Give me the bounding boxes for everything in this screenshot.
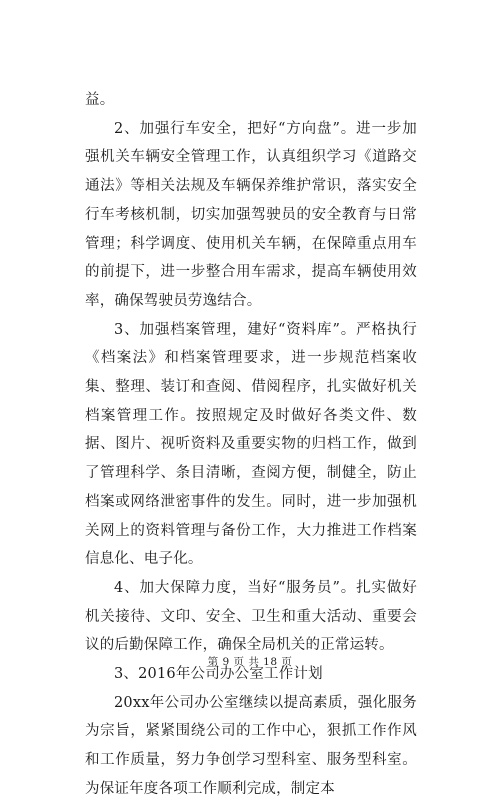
- paragraph-2016-plan-intro: 20xx年公司办公室继续以提高素质，强化服务为宗旨，紧紧围绕公司的工作中心，狠抓工作作风和工作质量，努力争创学习型科室、服务型科室。为保证年度各项工作顺利完成，制定本: [85, 694, 417, 797]
- section-heading-2016-plan: 3、2016年公司办公室工作计划: [114, 666, 323, 683]
- paragraph-support-service: 4、加大保障力度，当好“服务员”。扎实做好机关接待、文印、安全、卫生和重大活动、重要会议的后勤保障工作，确保全局机关的正常运转。: [85, 579, 417, 654]
- paragraph-vehicle-safety: 2、加强行车安全，把好“方向盘”。进一步加强机关车辆安全管理工作，认真组织学习《道路交通法》等相关法规及车辆保养维护常识，落实安全行车考核机制，切实加强驾驶员的安全教育与日常管理；科学调度、使用机关车辆，在保障重点用车的前提下，进一步整合用车需求，提高车辆使用效率，确保驾驶员劳逸结合。: [85, 120, 417, 309]
- page-number-footer: 第 9 页 共 18 页: [207, 656, 293, 668]
- paragraph-continuation: 益。: [85, 92, 115, 108]
- paragraph-archive-management: 3、加强档案管理，建好“资料库”。严格执行《档案法》和档案管理要求，进一步规范档案收集、整理、装订和查阅、借阅程序，扎实做好机关档案管理工作。按照规定及时做好各类文件、数据、图片、视听资料及重要实物的归档工作，做到了管理科学、条目清晰，查阅方便，制健全，防止档案或网络泄密事件的发生。同时，进一步加强机关网上的资料管理与备份工作，大力推进工作档案信息化、电子化。: [85, 321, 417, 568]
- body-text: [85, 86, 417, 804]
